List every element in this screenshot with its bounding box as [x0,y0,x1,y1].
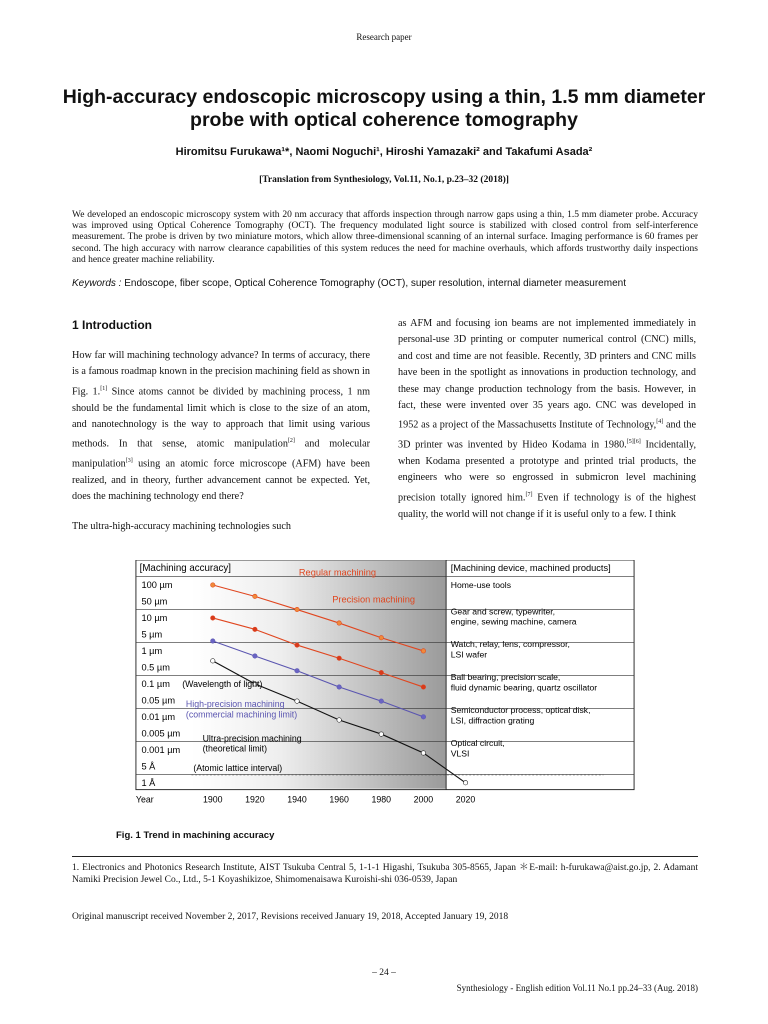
keywords-label: Keywords : [72,278,122,289]
data-point [253,594,257,598]
affiliation-footnote: 1. Electronics and Photonics Research Institute, AIST Tsukuba Central 5, 1-1-1 Higashi, Tsukuba 305-8565, Japan ＊E-mail: h-furukawa@aist.go.jp, 2. Adamant Namiki Precision Jewel Co., Ltd., 5-1 Koyashikizoe, Shimomenaisawa Kuroishi-shi 036-0539, Japan [72,863,698,885]
data-point [421,685,425,689]
keywords-text: Endoscope, fiber scope, Optical Coherence Tomography (OCT), super resolution, internal diameter measurement [124,278,626,289]
devices-header: [Machining device, machined products] [450,563,611,574]
device-entry: Semiconductor process, optical disk, [450,705,591,716]
keywords [72,278,698,289]
device-entry: engine, sewing machine, camera [450,616,577,627]
device-entry: Watch, relay, lens, compressor, [450,639,570,650]
x-tick-label: 2000 [413,794,434,805]
device-entry: Optical circuit, [450,738,505,749]
data-point [295,699,299,703]
series-label-high-precision: High-precision machining [185,699,285,710]
data-point [211,583,215,587]
y-tick-label: 50 µm [141,596,168,607]
data-point [421,715,425,719]
data-point [379,670,383,674]
data-point [295,643,299,647]
left-column [72,348,370,548]
device-entry: Gear and screw, typewriter, [450,606,556,617]
data-point [253,627,257,631]
footnote-rule [72,856,698,857]
y-axis-title: [Machining accuracy] [139,563,231,575]
section-heading: 1 Introduction [72,318,152,332]
y-tick-label: 100 µm [141,580,173,591]
device-entry: LSI, diffraction grating [450,715,535,726]
right-column [398,316,696,536]
paragraph: The ultra-high-accuracy machining technologies such [72,520,291,532]
annotation-wavelength: (Wavelength of light) [182,678,263,689]
x-tick-label: 1920 [245,794,265,805]
data-point [421,751,425,755]
data-point [421,649,425,653]
y-tick-label: 0.001 µm [141,745,181,756]
data-point [337,621,341,625]
x-tick-label: 1960 [329,794,349,805]
series-label-ultra: Ultra-precision machining [202,733,302,744]
running-header: Research paper [356,32,412,42]
x-axis-title: Year [135,794,154,805]
series-label-ultra-sub: (theoretical limit) [202,743,268,754]
data-point [211,659,215,663]
data-point [379,699,383,703]
data-point [295,669,299,673]
received-dates: Original manuscript received November 2, 2017, Revisions received January 19, 2018, Accepted January 19, 2018 [72,912,509,922]
x-tick-label: 2020 [455,794,476,805]
y-tick-label: 1 Å [141,778,156,789]
x-tick-label: 1980 [371,794,392,805]
data-point [379,732,383,736]
data-point [337,656,341,660]
data-point [211,616,215,620]
data-point [337,685,341,689]
series-label-regular: Regular machining [298,567,377,578]
abstract: We developed an endoscopic microscopy system with 20 nm accuracy that affords inspection through narrow gaps using a thin, 1.5 mm diameter probe. Accuracy was improved using Optical Coherence Tomography (OCT). The frequency modulated light source is stabilized with closed control from self-interference measurement. The probe is driven by two miniature motors, which allow three-dimensional scanning of an internal surface. Imaging performance is 60 frames per second. The high accuracy with narrow clearance capabilities of this system reduces the need for machine overhauls, which affords trustworthy daily inspections and hence greater machine reliability. [72,210,698,265]
device-entry: VLSI [450,748,470,759]
data-point [295,607,299,611]
y-tick-label: 1 µm [141,646,163,657]
figure-caption: Fig. 1 Trend in machining accuracy [116,830,275,841]
y-tick-label: 0.01 µm [141,712,176,723]
paragraph: How far will machining technology advance? In terms of accuracy, there is a famous roadmap known in the precision machining field as shown in Fig. 1.[1] Since atoms cannot be divided by machining process, 1 nm should be the fundamental limit which is close to the size of an atom, and nanotechnology is the way to approach that limit using various methods. In that sense, atomic manipulation[2] and molecular manipulation[3] using an atomic force microscope (AFM) have been realized, and in theory, further advancement cannot be expected. Yet, does the machining technology end there? [72,350,371,503]
paper-title: High-accuracy endoscopic microscopy using a thin, 1.5 mm diameter probe with optical coherence tomography [62,86,706,131]
device-entry: LSI wafer [450,649,488,660]
annotation-atomic: (Atomic lattice interval) [193,763,283,774]
y-tick-label: 0.1 µm [141,679,170,690]
data-point [379,636,383,640]
paragraph: as AFM and focusing ion beams are not implemented immediately in personal-use 3D printing or computer numerical control (CNC) mills, and cost and time are not feasible. Recently, 3D printers and CNC mills have been in the spotlight as innovations in production technology, and these may change production technology from the basis. However, in fact, these were invented over 35 years ago. CNC was developed in 1952 as a project of the Massachusetts Institute of Technology,[4] and the 3D printer was invented by Hideo Kodama in 1980.[5][6] Incidentally, when Kodama presented a prototype and printed trial products, the engineers who were so engrossed in submicron level machining precision totally ignored him.[7] Even if technology is of the highest quality, the world will not change if it is useful only to a few. I think [398,318,697,520]
y-tick-label: 0.005 µm [141,728,181,739]
series-label-precision: Precision machining [332,594,416,605]
data-point [253,654,257,658]
x-tick-label: 1900 [203,794,223,805]
device-entry: Ball bearing, precision scale, [450,672,561,683]
data-point [211,639,215,643]
page-number: – 24 – [372,968,396,978]
device-entry: Home-use tools [450,579,512,590]
data-point [337,718,341,722]
journal-reference: Synthesiology - English edition Vol.11 No.1 pp.24–33 (Aug. 2018) [456,983,698,993]
y-tick-label: 0.05 µm [141,695,176,706]
author-list: Hiromitsu Furukawa¹*, Naomi Noguchi¹, Hiroshi Yamazaki² and Takafumi Asada² [175,146,593,158]
device-entry: fluid dynamic bearing, quartz oscillator [450,682,598,693]
figure-machining-accuracy [116,560,654,810]
series-label-high-precision-sub: (commercial machining limit) [185,709,298,720]
data-point [463,781,467,785]
y-tick-label: 5 µm [141,629,163,640]
y-tick-label: 10 µm [141,613,168,624]
y-tick-label: 5 Å [141,761,156,772]
y-tick-label: 0.5 µm [141,662,170,673]
x-tick-label: 1940 [287,794,307,805]
translation-note: [Translation from Synthesiology, Vol.11, No.1, p.23–32 (2018)] [259,175,509,185]
